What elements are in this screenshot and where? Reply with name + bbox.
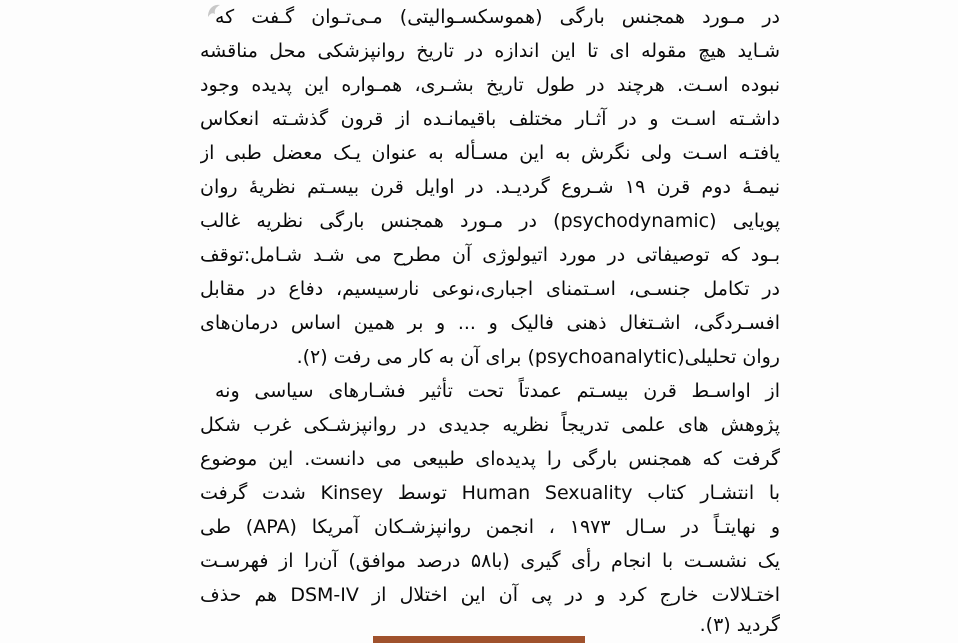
paragraph-2-line-3: گرفت که همجنس بارگی را پدیده‌ای طبیعی می دانست. این موضوع xyxy=(200,448,780,470)
paragraph-1-line-11: روان تحلیلی(psychoanalytic) برای آن به کار می رفت (۲). xyxy=(296,346,780,368)
paragraph-2-line-8: گردید (۳). xyxy=(699,614,780,636)
paragraph-1-line-1: در مـورد همجنس بارگی (هموسکسـوالیتی) مـی‌تـوان گـفت که xyxy=(215,6,780,28)
paragraph-1-line-9: در تکامل جنسـی، اسـتمنای اجباری،نوعی نارسیسیم، دفاع در مقابل xyxy=(200,278,780,300)
paragraph-1-line-4: داشـته اسـت و در آثـار مختلف باقیمانـده از قرون گذشـته انعکاس xyxy=(200,108,780,130)
paragraph-2-line-6: یک نشسـت با انجام رأی گیری (با۵۸ درصد موافق) آن‌را از فهرسـت xyxy=(200,550,780,572)
paragraph-2-line-7: اختـلالات خارج کرد و در پی آن این اختلال از DSM-IV هم حذف xyxy=(200,584,780,606)
paragraph-1-line-5: یافتـه اسـت ولی نگرش به این مسـأله به عنوان یـک معضل طبی از xyxy=(200,142,780,164)
paragraph-1-line-7: پویایی (psychodynamic) در مـورد همجنس بارگی نظریه غالب xyxy=(200,210,780,232)
paragraph-1-line-2: شـاید هیچ مقوله ای تا این اندازه در تاریخ روانپزشکی محل مناقشه xyxy=(200,40,780,62)
paragraph-2-line-4: با انتشـار کتاب Human Sexuality توسط Kinsey شدت گرفت xyxy=(200,482,780,504)
article-text xyxy=(200,0,780,643)
footer-accent-bar xyxy=(373,636,585,643)
paragraph-1-line-8: بـود که توصیفاتی در مورد اتیولوژی آن مطرح می شـد شـامل:توقف xyxy=(200,244,780,266)
paragraph-2-line-5: و نهایتـاً در سـال ۱۹۷۳ ، انجمن روانپزشـکان آمریکا (APA) طی xyxy=(200,516,780,538)
paragraph-1-line-10: افسـردگی، اشـتغال ذهنی فالیک و ... و بر همین اساس درمان‌های xyxy=(200,312,780,334)
paragraph-1-line-6: نیمـۀ دوم قرن ۱۹ شـروع گردیـد. در اوایل قرن بیسـتم نظریۀ روان xyxy=(200,176,780,198)
paragraph-1-line-3: نبوده اسـت. هرچند در طول تاریخ بشـری، همـواره این پدیده وجود xyxy=(200,74,780,96)
paragraph-2-line-2: پژوهش های علمی تدریجاً نظریه جدیدی در روانپزشـکی غرب شکل xyxy=(200,414,780,436)
paragraph-2-line-1: از اواسـط قرن بیسـتم عمدتاً تحت تأثیر فشـارهای سیاسی ونه xyxy=(215,380,780,402)
